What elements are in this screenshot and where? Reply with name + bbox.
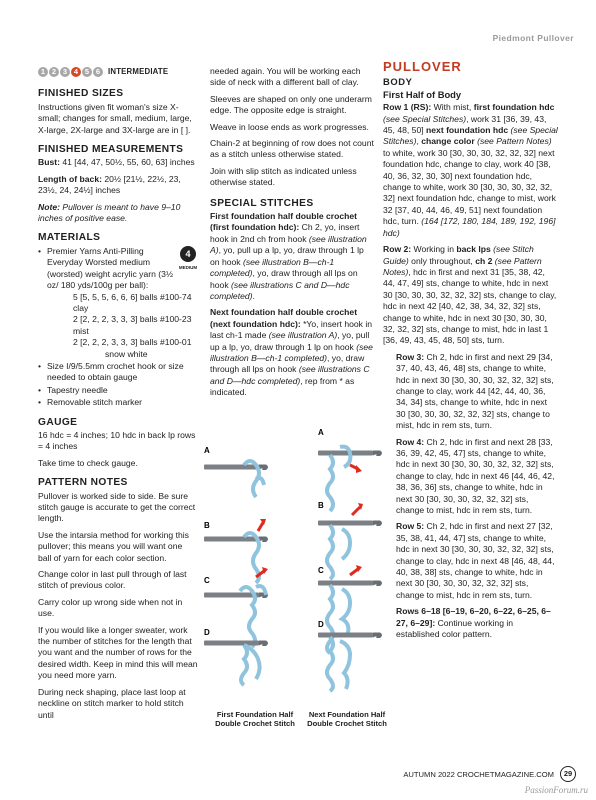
row-bold: back lps — [456, 244, 491, 255]
nfhdc-text: , yo, draw through all lps on hook — [210, 352, 365, 375]
row-ref: (see Pattern Notes) — [474, 136, 552, 147]
stitch-illustration-svg — [200, 405, 390, 705]
row-3 — [383, 352, 558, 432]
yarn-description: • Premier Yarns Anti-Pilling Everyday Worsted medium (worsted) weight acrylic yarn (3½ oz/ 180 yds/100g per ball): — [47, 245, 174, 291]
yarn-amount: 2 [2, 2, 2, 3, 3, 3] balls #100-01 — [73, 337, 192, 348]
row-label: Row 2: — [383, 244, 412, 255]
length-label: Length of back: — [38, 173, 102, 184]
ffhdc-text: Ch 2, yo, insert hook in 2nd ch from hook — [210, 222, 360, 244]
label-d: D — [318, 620, 324, 629]
body-heading: BODY — [383, 76, 413, 88]
row-text: only throughout, — [408, 255, 476, 266]
nfhdc-title: Next foundation half double crochet (next foundation hdc): — [210, 307, 358, 329]
bust-line — [38, 157, 198, 168]
pattern-note: Change color in last pull through of last stitch of previous color. — [38, 569, 187, 591]
row-1 — [383, 102, 558, 239]
page-number: 29 — [560, 766, 576, 782]
watermark: PassionForum.ru — [524, 785, 588, 795]
bust-label: Bust: — [38, 157, 60, 168]
pattern-note: During neck shaping, place last loop at neckline on stitch marker to hold stitch until — [38, 686, 186, 720]
caption-next-foundation: Next Foundation Half Double Crochet Stitch — [307, 710, 387, 728]
length-line — [38, 174, 198, 197]
materials-list — [38, 246, 198, 409]
note-text: Pullover is meant to have 9–10 inches of positive ease. — [38, 201, 181, 224]
pattern-notes-heading: PATTERN NOTES — [38, 477, 128, 489]
row-label: Row 5: — [396, 521, 425, 532]
row-4 — [383, 437, 558, 517]
nfhdc-text: *Yo, insert hook in last ch-1 made — [210, 318, 373, 341]
column-right — [383, 61, 558, 646]
skill-dot: 5 — [82, 67, 92, 77]
rows-6-18 — [383, 606, 558, 640]
row-ref: (see Stitch Guide) — [383, 244, 534, 266]
row-text: Ch 2, hdc in first and next 29 [34, 37, 40, 43, 46, 48] sts, change to white, hdc in next 30 [30, 30, 30, 32, 32, 32] sts, change to clay, work 44 [42, 44, 40, 36, 34, 34] sts, change to white, hdc in next 30 [30, 30, 30, 32, 32, 32] sts, change to mist, hdc in rem sts, turn. — [396, 351, 554, 431]
row-count: (164 [172, 180, 184, 189, 192, 196] hdc) — [383, 216, 556, 238]
pattern-note: Pullover is worked side to side. Be sure stitch gauge is accurate to get the correct length. — [38, 490, 196, 524]
gauge-text: 16 hdc = 4 inches; 10 hdc in back lp rows = 4 inches — [38, 429, 196, 452]
note-continued: needed again. You will be working each side of neck with a different ball of clay. — [210, 66, 361, 88]
label-a: A — [318, 428, 324, 437]
right-illustration-b — [318, 501, 382, 579]
ffhdc-text: . — [252, 290, 255, 301]
skill-label: INTERMEDIATE — [108, 67, 169, 76]
row-bold: ch 2 — [475, 255, 493, 266]
yarn-amount: snow white — [105, 348, 148, 359]
ffhdc-ref: (see illustration A) — [210, 233, 367, 256]
column-left — [38, 66, 198, 726]
length-value: 20½ [21½, 22½, 23, 23½, 24, 24½] inches — [38, 173, 181, 196]
label-c: C — [318, 566, 324, 575]
material-item: • Tapestry needle — [38, 385, 198, 396]
row-label: Row 4: — [396, 436, 425, 447]
note-weave: Weave in loose ends as work progresses. — [210, 121, 369, 132]
ffhdc-text: , yo, pull up a lp, yo, draw through 1 lp on hook — [210, 245, 364, 267]
row-bold: first foundation hdc — [473, 102, 555, 113]
finished-measurements-heading: FINISHED MEASUREMENTS — [38, 144, 184, 156]
special-stitches-heading: SPECIAL STITCHES — [210, 197, 314, 209]
label-b: B — [204, 521, 210, 530]
gauge-heading: GAUGE — [38, 416, 78, 428]
ease-note — [38, 202, 198, 225]
row-text: , work 31 [36, 39, 43, 45, 48, 50] — [383, 113, 547, 136]
row-text: Working in — [411, 244, 457, 255]
materials-heading: MATERIALS — [38, 232, 101, 244]
skill-dot: 2 — [49, 67, 59, 77]
row-bold: next foundation hdc — [426, 125, 509, 136]
nfhdc-text: , rep from * as indicated. — [210, 375, 355, 398]
pullover-heading: PULLOVER — [383, 59, 462, 74]
yarn-amount: 5 [5, 5, 5, 6, 6, 6] balls #100-74 clay — [73, 291, 192, 313]
right-illustration-c — [318, 565, 382, 653]
finished-sizes-heading: FINISHED SIZES — [38, 88, 124, 100]
row-2 — [383, 244, 558, 347]
row-label: Rows 6–18 [6–19, 6–20, 6–22, 6–25, 6–27, 6–29]: — [396, 606, 551, 628]
column-middle — [210, 66, 374, 404]
row-text: With mist, — [431, 102, 474, 113]
page-footer — [403, 766, 576, 782]
footer-text: AUTUMN 2022 CROCHETMAGAZINE.COM — [403, 769, 554, 779]
ffhdc-ref: (see illustration B—ch-1 completed) — [210, 256, 335, 279]
ffhdc-definition — [210, 211, 374, 302]
pattern-note: If you would like a longer sweater, work the number of stitches for the length that you want and the number of rows for the desired width. Keep in mind this will mean you need more yarn. — [38, 624, 198, 681]
finished-sizes-text: Instructions given fit woman's size X-small; changes for small, medium, large, X-large, 2X-large and 3X-large are in [ ]. — [38, 101, 192, 135]
material-item — [38, 246, 198, 360]
row-ref: (see Special Stitches) — [383, 125, 558, 147]
nfhdc-ref: (see illustration A) — [268, 330, 338, 341]
skill-dot: 3 — [60, 67, 70, 77]
right-illustration-a — [318, 428, 382, 511]
row-text: Ch 2, hdc in first and next 27 [32, 35, 38, 41, 44, 47] sts, change to white, hdc in next 30 [30, 30, 30, 32, 32, 32] sts, change to clay, hdc in next 48 [46, 48, 44, 40, 38, 38] sts, change to white, hdc in next 30 [30, 30, 30, 32, 32, 32] sts, change to mist, hdc in rem sts, turn. — [396, 521, 555, 600]
running-title: Piedmont Pullover — [492, 33, 574, 43]
nfhdc-ref: (see illustration B—ch-1 completed) — [210, 341, 373, 363]
row-label: Row 3: — [396, 351, 425, 362]
nfhdc-text: , yo, pull up a lp, yo, draw through 1 lp on hook — [210, 330, 370, 352]
ffhdc-title: First foundation half double crochet (first foundation hdc): — [210, 211, 358, 233]
material-item: • Removable stitch marker — [38, 397, 198, 408]
yarn-amount: 2 [2, 2, 2, 3, 3, 3] balls #100-23 mist — [73, 314, 192, 336]
skill-level — [38, 66, 198, 77]
pattern-note: Use the intarsia method for working this pullover; this means you will want one ball of yarn for each color section. — [38, 529, 189, 563]
materials-block — [38, 246, 198, 409]
row-text: Ch 2, hdc in first and next 28 [33, 36, 39, 42, 45, 47] sts, change to white, hdc in next 30 [30, 30, 30, 32, 32, 32] sts, change to clay, hdc in next 46 [44, 46, 42, 38, 36, 36] sts, change to white, hdc in next 30 [30, 30, 30, 32, 32, 32] sts, change to mist, hdc in rem sts, turn. — [396, 436, 555, 516]
yarn-weight-label: MEDIUM — [178, 264, 198, 270]
page-header — [0, 0, 596, 48]
stitch-illustrations — [200, 405, 390, 745]
row-text: , hdc in first and next 31 [35, 38, 42, 44, 47, 49] sts, change to white, hdc in next 30 [30, 30, 30, 32, 32, 32] sts, change to clay, hdc in next 42 [40, 42, 38, 34, 32, 32] sts, change to white, hdc in next 30 [30, 30, 30, 32, 32, 32] sts, change to mist, hdc in last 1 [36, 49, 43, 45, 48, 50] sts, turn. — [383, 266, 557, 346]
note-chain: Chain-2 at beginning of row does not count as a stitch unless otherwise stated. — [210, 138, 374, 160]
label-a: A — [204, 446, 210, 455]
ffhdc-text: , yo, draw through all lps on hook — [210, 268, 358, 290]
nfhdc-definition — [210, 307, 374, 398]
bust-value: 41 [44, 47, 50½, 55, 60, 63] inches — [59, 157, 195, 168]
label-c: C — [204, 576, 210, 585]
row-label: Row 1 (RS): — [383, 102, 432, 113]
row-bold: change color — [421, 136, 475, 147]
note-join: Join with slip stitch as indicated unless otherwise stated. — [210, 165, 357, 188]
caption-first-foundation: First Foundation Half Double Crochet Stitch — [215, 710, 295, 728]
yarn-weight-number: 4 — [180, 246, 196, 262]
ffhdc-ref: (see illustrations C and D—hdc completed) — [210, 279, 350, 301]
row-text: Continue working in established color pattern. — [396, 617, 514, 640]
note-label: Note: — [38, 201, 60, 212]
first-half-heading: First Half of Body — [383, 88, 462, 100]
row-ref: (see Pattern Notes) — [383, 255, 542, 277]
pattern-note: Carry color up wrong side when not in use. — [38, 596, 183, 619]
row-5 — [383, 521, 558, 601]
row-ref: (see Special Stitches) — [383, 113, 467, 124]
label-d: D — [204, 628, 210, 637]
row-text: to white, work 30 [30, 30, 30, 32, 32, 32] next foundation hdc, change to clay, work 40 [38, 40, 36, 32, 30, 30] next foundation hdc, change to white, work 30 [30, 30, 30, 32, 32, 32] next foundation hdc, change to mist, work 32 [37, 40, 44, 46, 49, 51] next foundation hdc, turn. — [383, 147, 556, 227]
note-sleeves: Sleeves are shaped on only one underarm edge. The opposite edge is straight. — [210, 93, 372, 116]
row-text: , — [416, 136, 422, 147]
skill-dot-active: 4 — [71, 67, 81, 77]
material-item: • Size I/9/5.5mm crochet hook or size needed to obtain gauge — [38, 361, 198, 384]
skill-dot: 1 — [38, 67, 48, 77]
skill-dot: 6 — [93, 67, 103, 77]
nfhdc-ref: (see illustrations C and D—hdc completed) — [210, 364, 370, 386]
label-b: B — [318, 501, 324, 510]
gauge-check: Take time to check gauge. — [38, 457, 138, 468]
left-illustration-d — [204, 628, 268, 685]
left-illustration-a — [204, 446, 268, 497]
